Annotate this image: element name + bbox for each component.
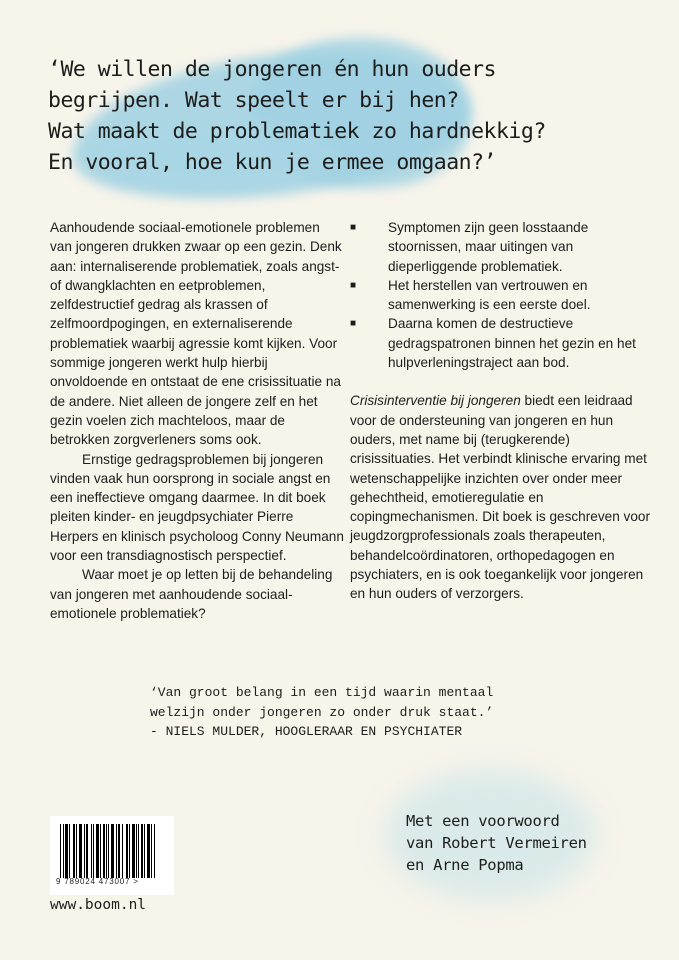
isbn-barcode: [50, 816, 174, 895]
right-column: [350, 218, 650, 604]
description-text: biedt een leidraad voor de ondersteuning van jongeren en hun ouders, met name bij (terugkerende) crisissituaties. Het verbindt klinische ervaring met wetenschappelijke inzichten over onder meer gehechtheid, emotieregulatie en copingmechanismen. Dit boek is geschreven voor jeugdzorgprofessionals zoals therapeuten, behandelcoördinatoren, orthopedagogen en psychiaters, en is ook toegankelijk voor jongeren en hun ouders of verzorgers.: [350, 393, 650, 602]
left-column: [50, 218, 345, 623]
key-points-list: [350, 218, 650, 372]
intro-paragraph: Aanhoudende sociaal-emotionele problemen van jongeren drukken zwaar op een gezin. Denk aan: internaliserende problematiek, zoals angst- of dwangklachten en eetproblemen, zelfdestructief gedrag als krassen of zelfmoordpogingen, en externaliserende problematiek waarbij agressie komt kijken. Voor sommige jongeren werkt hulp hierbij onvoldoende en ontstaat de ene crisissituatie na de andere. Niet alleen de jongere zelf en het gezin voelen zich machteloos, maar de betrokken zorgverleners soms ook.: [50, 220, 342, 448]
foreword-line: van Robert Vermeiren: [406, 834, 587, 852]
endorsement-quote: [150, 683, 493, 742]
square-bullet-icon: ■: [350, 222, 357, 233]
square-bullet-icon: ■: [350, 279, 357, 291]
foreword-credit: [406, 810, 587, 876]
barcode-bars: [60, 824, 162, 878]
publisher-website: www.boom.nl: [50, 897, 147, 913]
headline-line: begrijpen. Wat speelt er bij hen?: [48, 88, 459, 113]
headline-line: Wat maakt de problematiek zo hardnekkig?: [48, 119, 546, 144]
isbn-number: 9 789024 473007 >: [56, 877, 139, 886]
list-item-text: Symptomen zijn geen losstaande stoornissen, maar uitingen van dieperliggende problematiek.: [388, 220, 589, 274]
list-item: [350, 276, 650, 315]
foreword-line: Met een voorwoord: [406, 812, 560, 830]
question-paragraph: Waar moet je op letten bij de behandeling van jongeren met aanhoudende sociaal-emotionele problematiek?: [50, 567, 333, 621]
list-item: [350, 314, 650, 372]
headline-line: En vooral, hoe kun je ermee omgaan?’: [48, 150, 496, 175]
square-bullet-icon: ■: [350, 318, 357, 330]
quote-line: ‘Van groot belang in een tijd waarin mentaal: [150, 685, 494, 700]
list-item-text: Het herstellen van vertrouwen en samenwerking is een eerste doel.: [388, 277, 591, 313]
quote-line: welzijn onder jongeren zo onder druk staat.’: [150, 704, 494, 720]
book-title: Crisisinterventie bij jongeren: [350, 393, 521, 409]
list-item-text: Daarna komen de destructieve gedragspatronen binnen het gezin en het hulpverleningstraject aan bod.: [388, 316, 636, 371]
perspective-paragraph: Ernstige gedragsproblemen bij jongeren vinden vaak hun oorsprong in sociale angst en een ineffectieve omgang daarmee. In dit boek pleiten kinder- en jeugdpsychiater Pierre Herpers en klinisch psycholoog Conny Neumann voor een transdiagnostisch perspectief.: [50, 451, 344, 564]
book-description: [350, 391, 650, 603]
list-item: [350, 218, 650, 276]
quote-attribution: - NIELS MULDER, HOOGLERAAR EN PSYCHIATER: [150, 724, 463, 739]
foreword-line: en Arne Popma: [406, 856, 524, 874]
headline-line: ‘We willen de jongeren én hun ouders: [48, 57, 496, 82]
headline-quote: [48, 54, 546, 178]
